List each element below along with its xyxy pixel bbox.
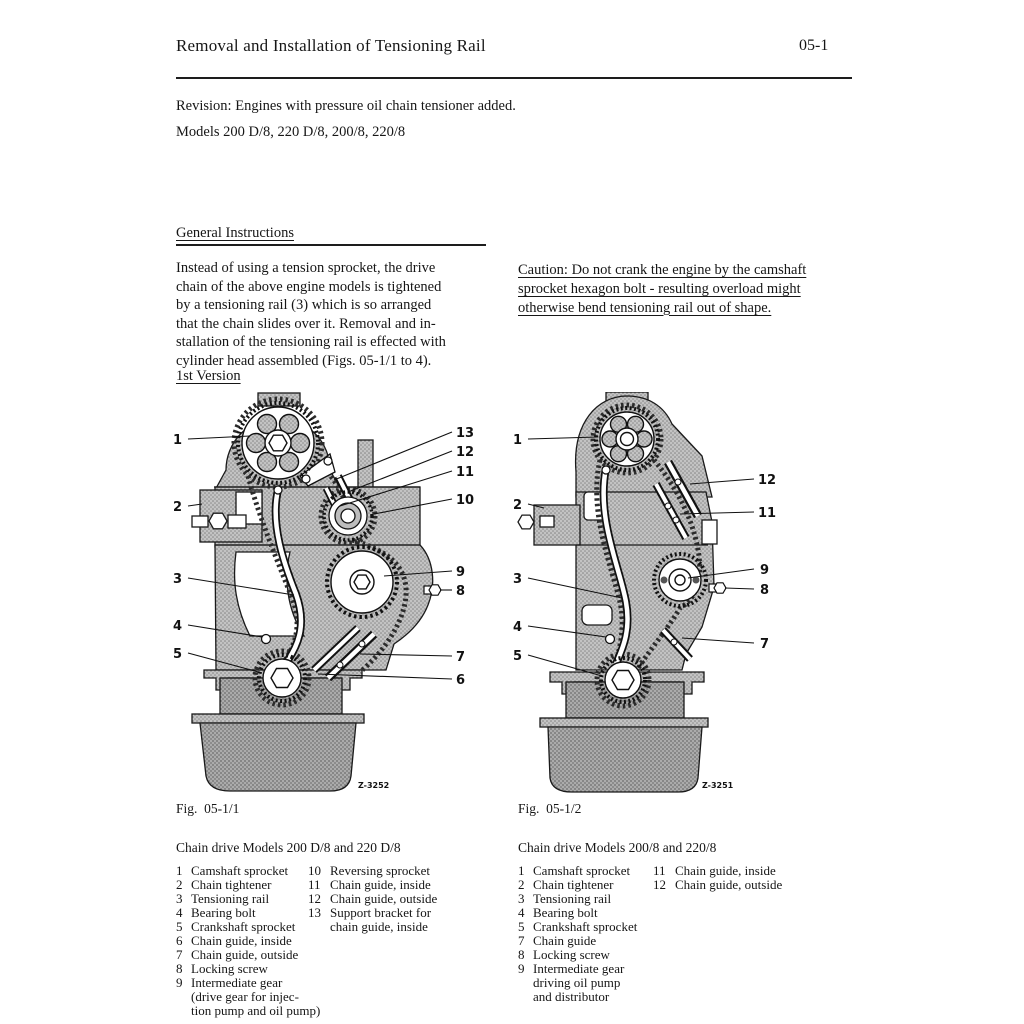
legend-item-number <box>176 1004 191 1018</box>
paragraph-line: Instead of using a tension sprocket, the drive <box>176 260 436 276</box>
bearing-bolt-fig2 <box>606 635 615 644</box>
legend-item <box>308 920 458 934</box>
fig2-legend-col1 <box>518 864 650 1004</box>
callout-label: 2 <box>172 500 182 515</box>
legend-item-number: 3 <box>176 891 183 906</box>
version-heading: 1st Version <box>176 368 241 384</box>
callout-label: 11 <box>758 506 777 521</box>
legend-item-text: Chain guide, inside <box>191 933 292 948</box>
callout-label: 7 <box>760 637 770 652</box>
legend-item-number: 9 <box>518 961 525 976</box>
paragraph-line: stallation of the tensioning rail is effected with <box>176 334 446 351</box>
legend-item-text: Crankshaft sprocket <box>191 919 296 934</box>
legend-item-number: 7 <box>518 933 525 948</box>
general-instructions-heading: General Instructions <box>176 225 294 241</box>
paragraph-line: cylinder head assembled (Figs. 05-1/1 to 4). <box>176 352 432 369</box>
section-rule <box>176 244 486 246</box>
legend-item <box>518 962 650 976</box>
legend-item <box>176 892 308 906</box>
fig1-subtitle: Chain drive Models 200 D/8 and 220 D/8 <box>176 840 401 855</box>
legend-item <box>518 990 650 1004</box>
legend-item <box>518 934 650 948</box>
legend-item <box>176 976 308 990</box>
legend-item-text: Intermediate gear <box>191 975 283 990</box>
legend-item-text: Locking screw <box>191 961 268 976</box>
legend-item-number: 13 <box>308 905 321 920</box>
legend-item-number: 2 <box>518 877 525 892</box>
legend-item-number: 5 <box>176 919 183 934</box>
legend-item-text: Chain tightener <box>191 877 272 892</box>
legend-item-number: 8 <box>518 947 525 962</box>
legend-item-number: 10 <box>308 863 321 878</box>
legend-item-number <box>518 990 533 1004</box>
legend-item-text: driving oil pump <box>533 975 621 990</box>
callout-label: 10 <box>456 493 475 508</box>
callout-label: 13 <box>456 426 475 441</box>
legend-item-text: Bearing bolt <box>191 905 256 920</box>
legend-item-text: Camshaft sprocket <box>191 863 289 878</box>
legend-item-number: 1 <box>176 863 183 878</box>
legend-item <box>518 878 650 892</box>
callout-label: 6 <box>456 673 466 688</box>
legend-item-number: 4 <box>518 905 525 920</box>
legend-item <box>518 976 650 990</box>
callout-label: 12 <box>456 445 475 460</box>
legend-item <box>653 864 803 878</box>
callout-label: 4 <box>172 619 182 634</box>
general-instructions-paragraph <box>176 259 486 371</box>
legend-item-text: Bearing bolt <box>533 905 598 920</box>
legend-item-text: (drive gear for injec- <box>191 989 299 1004</box>
fig1-legend-col2 <box>308 864 458 934</box>
fig2-legend-col2 <box>653 864 803 892</box>
fig2-caption: Fig. 05-1/2 <box>518 801 582 816</box>
legend-item <box>308 906 458 920</box>
callout-label: 11 <box>456 465 475 480</box>
legend-item <box>518 948 650 962</box>
legend-item <box>308 892 458 906</box>
legend-item <box>308 878 458 892</box>
legend-item-number: 11 <box>308 877 321 892</box>
callout-label: 12 <box>758 473 777 488</box>
legend-item-text: Intermediate gear <box>533 961 625 976</box>
callout-label: 5 <box>172 647 182 662</box>
legend-item-text: Chain tightener <box>533 877 614 892</box>
legend-item-number: 2 <box>176 877 183 892</box>
legend-item-number <box>518 976 533 990</box>
caution-line: Caution: Do not crank the engine by the camshaft <box>518 262 807 278</box>
callout-label: 9 <box>760 563 770 578</box>
models-line: Models 200 D/8, 220 D/8, 200/8, 220/8 <box>176 124 406 140</box>
caution-line: sprocket hexagon bolt - resulting overload might <box>518 280 801 297</box>
legend-item <box>308 864 458 878</box>
legend-item-text: Chain guide, inside <box>675 863 776 878</box>
legend-item <box>518 864 650 878</box>
fig1-caption: Fig. 05-1/1 <box>176 801 240 816</box>
legend-item <box>176 1003 321 1018</box>
legend-item-text: Chain guide, outside <box>675 877 783 892</box>
legend-item-text: Camshaft sprocket <box>533 863 631 878</box>
legend-item-text: Chain guide, outside <box>330 891 438 906</box>
callout-label: 7 <box>456 650 466 665</box>
legend-item <box>176 864 308 878</box>
locking-screw-fig1 <box>424 585 441 595</box>
legend-item <box>518 920 650 934</box>
legend-item-text: Chain guide, outside <box>191 947 299 962</box>
legend-item-number: 3 <box>518 891 525 906</box>
legend-item-number: 1 <box>518 863 525 878</box>
figure-05-1-2 <box>506 392 836 797</box>
legend-item <box>176 920 308 934</box>
callout-label: 1 <box>512 433 522 448</box>
legend-item <box>176 878 308 892</box>
callout-label: 2 <box>512 498 522 513</box>
callout-label: 1 <box>172 433 182 448</box>
legend-item <box>176 934 308 948</box>
legend-item <box>176 906 308 920</box>
paragraph-line: by a tensioning rail (3) which is so arranged <box>176 297 432 314</box>
plate-number: Z-3251 <box>702 781 734 790</box>
callout-label: 9 <box>456 565 466 580</box>
legend-item-number: 12 <box>308 891 321 906</box>
header-rule <box>176 77 852 79</box>
legend-item <box>176 948 308 962</box>
legend-item <box>653 878 803 892</box>
legend-item-number <box>308 920 330 934</box>
legend-item-number: 5 <box>518 919 525 934</box>
legend-item-number: 8 <box>176 961 183 976</box>
callout-label: 3 <box>512 572 522 587</box>
legend-item-text: Tensioning rail <box>191 891 270 906</box>
legend-item-text: Locking screw <box>533 947 610 962</box>
legend-item-text: tion pump and oil pump) <box>191 1003 321 1018</box>
legend-item-text: and distributor <box>533 989 610 1004</box>
bearing-bolt-fig1 <box>262 635 271 644</box>
legend-item-number: 11 <box>653 863 666 878</box>
paragraph-line: chain of the above engine models is tightened <box>176 278 442 295</box>
figure-05-1-1 <box>136 392 476 797</box>
legend-item <box>518 906 650 920</box>
legend-item-number: 6 <box>176 933 183 948</box>
callout-label: 8 <box>456 584 466 599</box>
legend-item <box>518 892 650 906</box>
legend-item-text: Tensioning rail <box>533 891 612 906</box>
callout-label: 3 <box>172 572 182 587</box>
paragraph-line: that the chain slides over it. Removal and in- <box>176 315 436 332</box>
legend-item-number: 12 <box>653 877 666 892</box>
locking-screw-fig2 <box>709 583 726 593</box>
page-number: 05-1 <box>799 37 829 54</box>
legend-item-text: chain guide, inside <box>330 919 428 934</box>
legend-item-text: Crankshaft sprocket <box>533 919 638 934</box>
legend-item-text: Chain guide, inside <box>330 877 431 892</box>
callout-label: 5 <box>512 649 522 664</box>
legend-item-text: Support bracket for <box>330 905 432 920</box>
fig2-subtitle: Chain drive Models 200/8 and 220/8 <box>518 840 717 855</box>
legend-item-number: 9 <box>176 975 183 990</box>
revision-note: Revision: Engines with pressure oil chain tensioner added. <box>176 98 516 114</box>
legend-item-text: Reversing sprocket <box>330 863 431 878</box>
legend-item <box>176 990 308 1004</box>
legend-item-text: Chain guide <box>533 933 597 948</box>
callout-label: 4 <box>512 620 522 635</box>
legend-item-number <box>176 990 191 1004</box>
legend-item-number: 7 <box>176 947 183 962</box>
page-title: Removal and Installation of Tensioning Rail <box>176 36 486 55</box>
legend-item <box>176 962 308 976</box>
plate-number: Z-3252 <box>358 781 390 790</box>
caution-line: otherwise bend tensioning rail out of shape. <box>518 299 772 316</box>
callout-label: 8 <box>760 583 770 598</box>
caution-note <box>518 261 858 317</box>
legend-item-number: 4 <box>176 905 183 920</box>
